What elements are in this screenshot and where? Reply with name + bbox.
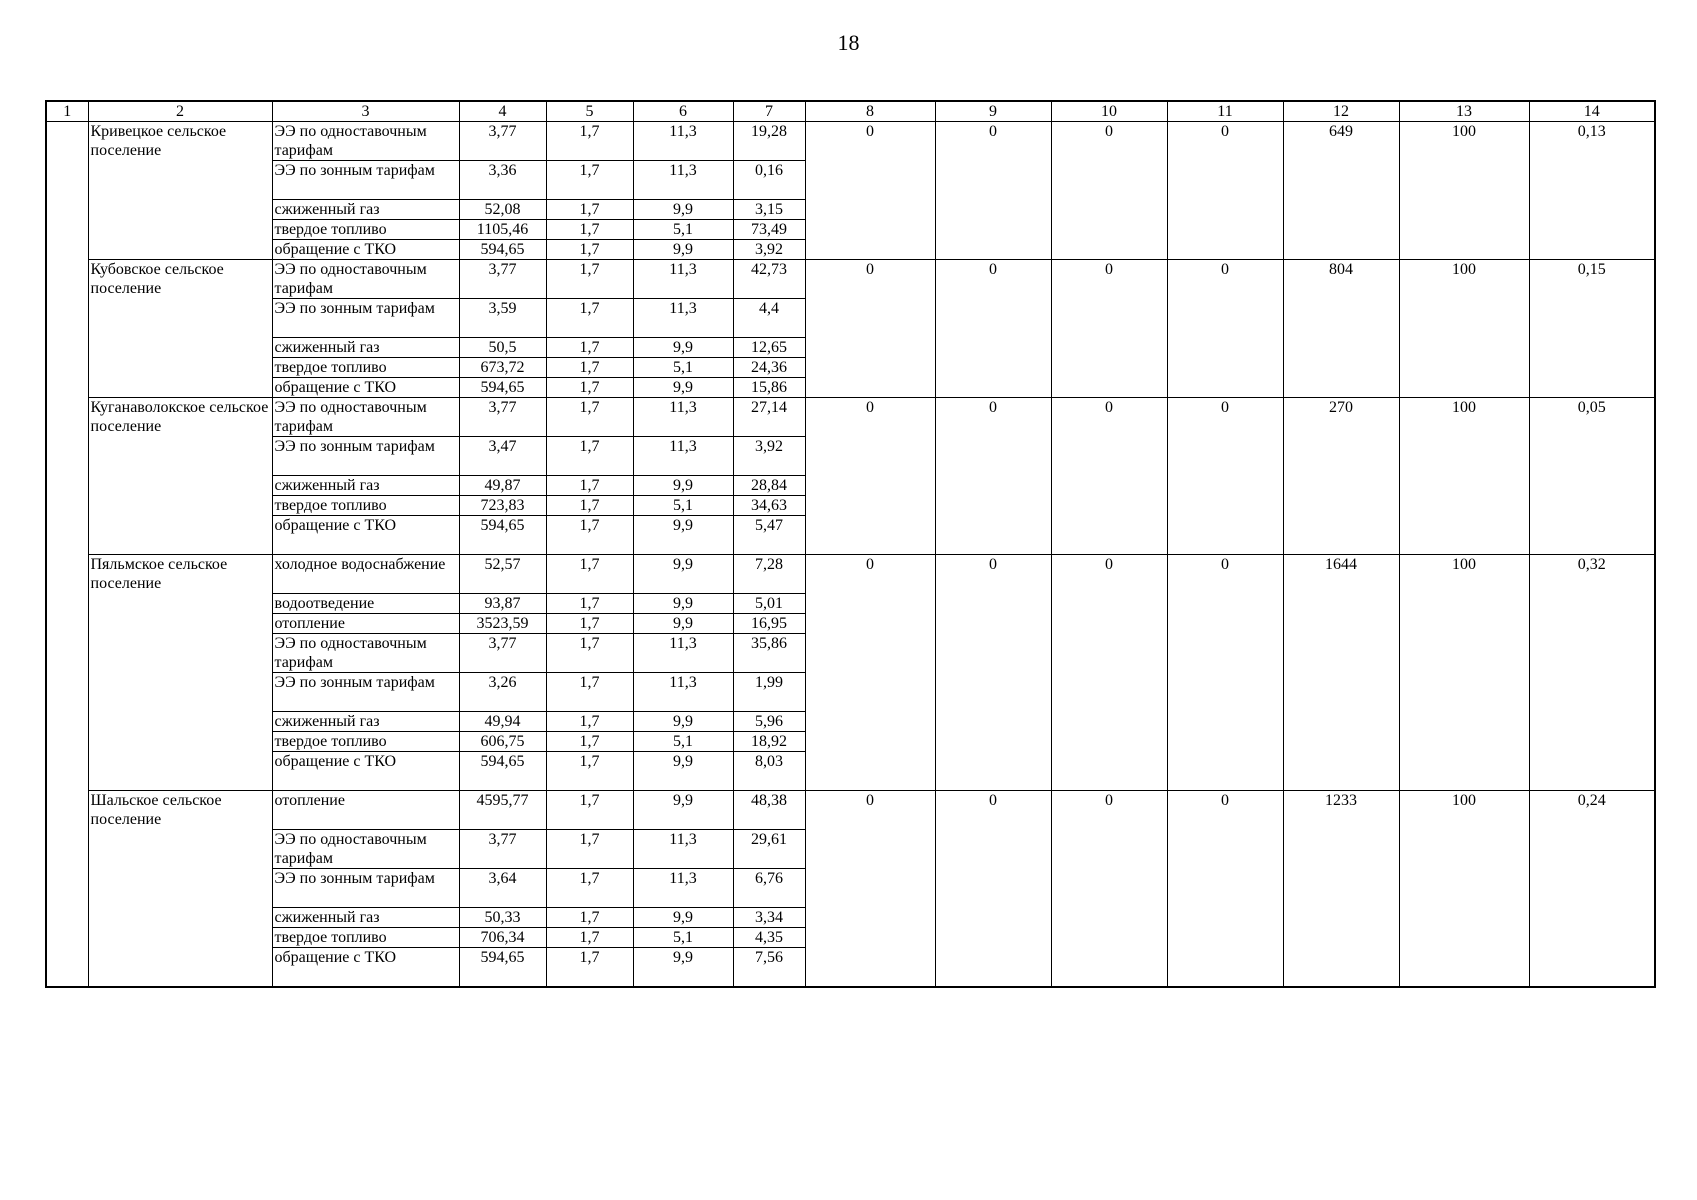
value-c7: 5,47 <box>733 516 805 555</box>
header-cell-6: 6 <box>633 101 733 122</box>
resource-label: ЭЭ по зонным тарифам <box>272 673 459 712</box>
value-c5: 1,7 <box>546 830 633 869</box>
value-c7: 5,96 <box>733 712 805 732</box>
table-row <box>46 555 1655 594</box>
value-c6: 11,3 <box>633 634 733 673</box>
value-c4: 594,65 <box>459 516 546 555</box>
value-c6: 11,3 <box>633 869 733 908</box>
value-c4: 3,77 <box>459 398 546 437</box>
data-table <box>45 100 1656 988</box>
value-c8: 0 <box>805 122 935 260</box>
value-c7: 1,99 <box>733 673 805 712</box>
resource-label: ЭЭ по одноставочным тарифам <box>272 830 459 869</box>
value-c10: 0 <box>1051 260 1167 398</box>
value-c7: 27,14 <box>733 398 805 437</box>
value-c7: 3,92 <box>733 437 805 476</box>
header-cell-12: 12 <box>1283 101 1399 122</box>
resource-label: отопление <box>272 614 459 634</box>
value-c6: 9,9 <box>633 712 733 732</box>
header-cell-2: 2 <box>88 101 272 122</box>
value-c7: 8,03 <box>733 752 805 791</box>
value-c4: 706,34 <box>459 928 546 948</box>
value-c14: 0,24 <box>1529 791 1655 988</box>
value-c5: 1,7 <box>546 948 633 988</box>
value-c4: 3,77 <box>459 260 546 299</box>
value-c9: 0 <box>935 791 1051 988</box>
value-c13: 100 <box>1399 260 1529 398</box>
value-c7: 34,63 <box>733 496 805 516</box>
value-c7: 4,4 <box>733 299 805 338</box>
row-number-cell <box>46 122 88 988</box>
value-c13: 100 <box>1399 398 1529 555</box>
value-c5: 1,7 <box>546 260 633 299</box>
value-c6: 9,9 <box>633 614 733 634</box>
value-c12: 649 <box>1283 122 1399 260</box>
value-c5: 1,7 <box>546 358 633 378</box>
resource-label: ЭЭ по одноставочным тарифам <box>272 260 459 299</box>
value-c5: 1,7 <box>546 378 633 398</box>
value-c7: 12,65 <box>733 338 805 358</box>
header-cell-1: 1 <box>46 101 88 122</box>
table-row <box>46 122 1655 161</box>
header-cell-11: 11 <box>1167 101 1283 122</box>
header-cell-13: 13 <box>1399 101 1529 122</box>
value-c5: 1,7 <box>546 299 633 338</box>
resource-label: ЭЭ по одноставочным тарифам <box>272 634 459 673</box>
resource-label: ЭЭ по зонным тарифам <box>272 869 459 908</box>
resource-label: ЭЭ по зонным тарифам <box>272 161 459 200</box>
value-c9: 0 <box>935 398 1051 555</box>
value-c4: 50,5 <box>459 338 546 358</box>
value-c4: 52,57 <box>459 555 546 594</box>
value-c4: 3,36 <box>459 161 546 200</box>
value-c4: 3,47 <box>459 437 546 476</box>
value-c4: 1105,46 <box>459 220 546 240</box>
value-c9: 0 <box>935 122 1051 260</box>
settlement-name: Шальское сельское поселение <box>88 791 272 988</box>
value-c5: 1,7 <box>546 732 633 752</box>
value-c6: 9,9 <box>633 791 733 830</box>
header-cell-7: 7 <box>733 101 805 122</box>
value-c4: 3,59 <box>459 299 546 338</box>
resource-label: обращение с ТКО <box>272 752 459 791</box>
settlement-name: Куганаволокское сельское поселение <box>88 398 272 555</box>
value-c4: 3,64 <box>459 869 546 908</box>
value-c6: 9,9 <box>633 948 733 988</box>
value-c6: 9,9 <box>633 476 733 496</box>
resource-label: твердое топливо <box>272 220 459 240</box>
resource-label: твердое топливо <box>272 496 459 516</box>
value-c12: 270 <box>1283 398 1399 555</box>
value-c7: 0,16 <box>733 161 805 200</box>
value-c4: 49,94 <box>459 712 546 732</box>
value-c5: 1,7 <box>546 791 633 830</box>
value-c7: 5,01 <box>733 594 805 614</box>
header-cell-5: 5 <box>546 101 633 122</box>
value-c7: 16,95 <box>733 614 805 634</box>
value-c11: 0 <box>1167 260 1283 398</box>
value-c4: 594,65 <box>459 240 546 260</box>
resource-label: сжиженный газ <box>272 338 459 358</box>
value-c5: 1,7 <box>546 752 633 791</box>
resource-label: отопление <box>272 791 459 830</box>
value-c5: 1,7 <box>546 200 633 220</box>
value-c7: 3,92 <box>733 240 805 260</box>
resource-label: обращение с ТКО <box>272 240 459 260</box>
value-c7: 73,49 <box>733 220 805 240</box>
value-c13: 100 <box>1399 122 1529 260</box>
table-row <box>46 260 1655 299</box>
value-c4: 50,33 <box>459 908 546 928</box>
header-cell-4: 4 <box>459 101 546 122</box>
value-c6: 9,9 <box>633 240 733 260</box>
header-cell-10: 10 <box>1051 101 1167 122</box>
value-c10: 0 <box>1051 791 1167 988</box>
resource-label: ЭЭ по одноставочным тарифам <box>272 122 459 161</box>
value-c5: 1,7 <box>546 516 633 555</box>
resource-label: обращение с ТКО <box>272 948 459 988</box>
resource-label: твердое топливо <box>272 732 459 752</box>
value-c6: 9,9 <box>633 338 733 358</box>
settlement-name: Пяльмское сельское поселение <box>88 555 272 791</box>
resource-label: ЭЭ по зонным тарифам <box>272 299 459 338</box>
header-cell-9: 9 <box>935 101 1051 122</box>
value-c13: 100 <box>1399 791 1529 988</box>
value-c14: 0,15 <box>1529 260 1655 398</box>
value-c7: 6,76 <box>733 869 805 908</box>
value-c7: 42,73 <box>733 260 805 299</box>
value-c6: 9,9 <box>633 378 733 398</box>
value-c4: 3,77 <box>459 634 546 673</box>
value-c4: 4595,77 <box>459 791 546 830</box>
resource-label: сжиженный газ <box>272 200 459 220</box>
value-c4: 52,08 <box>459 200 546 220</box>
value-c7: 4,35 <box>733 928 805 948</box>
value-c6: 5,1 <box>633 358 733 378</box>
value-c5: 1,7 <box>546 338 633 358</box>
value-c6: 5,1 <box>633 220 733 240</box>
value-c4: 594,65 <box>459 378 546 398</box>
resource-label: ЭЭ по одноставочным тарифам <box>272 398 459 437</box>
value-c11: 0 <box>1167 791 1283 988</box>
value-c7: 7,28 <box>733 555 805 594</box>
value-c10: 0 <box>1051 122 1167 260</box>
resource-label: водоотведение <box>272 594 459 614</box>
resource-label: обращение с ТКО <box>272 516 459 555</box>
resource-label: сжиженный газ <box>272 476 459 496</box>
value-c11: 0 <box>1167 555 1283 791</box>
value-c6: 11,3 <box>633 122 733 161</box>
table-body <box>46 101 1655 987</box>
value-c5: 1,7 <box>546 614 633 634</box>
value-c8: 0 <box>805 398 935 555</box>
value-c5: 1,7 <box>546 908 633 928</box>
resource-label: твердое топливо <box>272 358 459 378</box>
value-c6: 9,9 <box>633 594 733 614</box>
resource-label: сжиженный газ <box>272 908 459 928</box>
value-c4: 49,87 <box>459 476 546 496</box>
resource-label: обращение с ТКО <box>272 378 459 398</box>
value-c5: 1,7 <box>546 928 633 948</box>
value-c8: 0 <box>805 260 935 398</box>
value-c6: 11,3 <box>633 437 733 476</box>
resource-label: холодное водоснабжение <box>272 555 459 594</box>
value-c5: 1,7 <box>546 594 633 614</box>
page-number: 18 <box>837 30 860 55</box>
header-cell-14: 14 <box>1529 101 1655 122</box>
value-c5: 1,7 <box>546 122 633 161</box>
value-c14: 0,05 <box>1529 398 1655 555</box>
value-c12: 804 <box>1283 260 1399 398</box>
value-c9: 0 <box>935 555 1051 791</box>
value-c7: 29,61 <box>733 830 805 869</box>
value-c5: 1,7 <box>546 634 633 673</box>
value-c5: 1,7 <box>546 555 633 594</box>
table-row <box>46 398 1655 437</box>
value-c7: 35,86 <box>733 634 805 673</box>
value-c5: 1,7 <box>546 220 633 240</box>
value-c7: 7,56 <box>733 948 805 988</box>
resource-label: сжиженный газ <box>272 712 459 732</box>
value-c6: 9,9 <box>633 200 733 220</box>
value-c4: 723,83 <box>459 496 546 516</box>
value-c5: 1,7 <box>546 712 633 732</box>
value-c9: 0 <box>935 260 1051 398</box>
value-c6: 9,9 <box>633 752 733 791</box>
table-row <box>46 791 1655 830</box>
value-c13: 100 <box>1399 555 1529 791</box>
value-c6: 11,3 <box>633 299 733 338</box>
header-row <box>46 101 1655 122</box>
value-c14: 0,32 <box>1529 555 1655 791</box>
resource-label: твердое топливо <box>272 928 459 948</box>
value-c7: 3,15 <box>733 200 805 220</box>
value-c4: 3523,59 <box>459 614 546 634</box>
value-c8: 0 <box>805 555 935 791</box>
resource-label: ЭЭ по зонным тарифам <box>272 437 459 476</box>
value-c4: 3,77 <box>459 122 546 161</box>
value-c6: 5,1 <box>633 928 733 948</box>
value-c4: 606,75 <box>459 732 546 752</box>
value-c4: 3,77 <box>459 830 546 869</box>
value-c12: 1644 <box>1283 555 1399 791</box>
value-c11: 0 <box>1167 122 1283 260</box>
value-c5: 1,7 <box>546 476 633 496</box>
value-c14: 0,13 <box>1529 122 1655 260</box>
value-c4: 594,65 <box>459 948 546 988</box>
value-c6: 5,1 <box>633 732 733 752</box>
value-c5: 1,7 <box>546 437 633 476</box>
value-c6: 5,1 <box>633 496 733 516</box>
value-c4: 3,26 <box>459 673 546 712</box>
value-c6: 9,9 <box>633 908 733 928</box>
value-c6: 11,3 <box>633 673 733 712</box>
header-cell-3: 3 <box>272 101 459 122</box>
value-c5: 1,7 <box>546 673 633 712</box>
value-c6: 11,3 <box>633 830 733 869</box>
value-c6: 11,3 <box>633 161 733 200</box>
value-c6: 11,3 <box>633 260 733 299</box>
value-c7: 15,86 <box>733 378 805 398</box>
value-c7: 3,34 <box>733 908 805 928</box>
value-c5: 1,7 <box>546 161 633 200</box>
value-c7: 28,84 <box>733 476 805 496</box>
value-c8: 0 <box>805 791 935 988</box>
value-c7: 24,36 <box>733 358 805 378</box>
value-c4: 93,87 <box>459 594 546 614</box>
value-c6: 9,9 <box>633 555 733 594</box>
value-c7: 19,28 <box>733 122 805 161</box>
value-c4: 673,72 <box>459 358 546 378</box>
value-c5: 1,7 <box>546 869 633 908</box>
value-c4: 594,65 <box>459 752 546 791</box>
header-cell-8: 8 <box>805 101 935 122</box>
value-c11: 0 <box>1167 398 1283 555</box>
settlement-name: Кривецкое сельское поселение <box>88 122 272 260</box>
value-c7: 48,38 <box>733 791 805 830</box>
value-c10: 0 <box>1051 398 1167 555</box>
value-c12: 1233 <box>1283 791 1399 988</box>
value-c6: 11,3 <box>633 398 733 437</box>
value-c6: 9,9 <box>633 516 733 555</box>
value-c5: 1,7 <box>546 240 633 260</box>
value-c10: 0 <box>1051 555 1167 791</box>
value-c5: 1,7 <box>546 496 633 516</box>
settlement-name: Кубовское сельское поселение <box>88 260 272 398</box>
value-c7: 18,92 <box>733 732 805 752</box>
value-c5: 1,7 <box>546 398 633 437</box>
